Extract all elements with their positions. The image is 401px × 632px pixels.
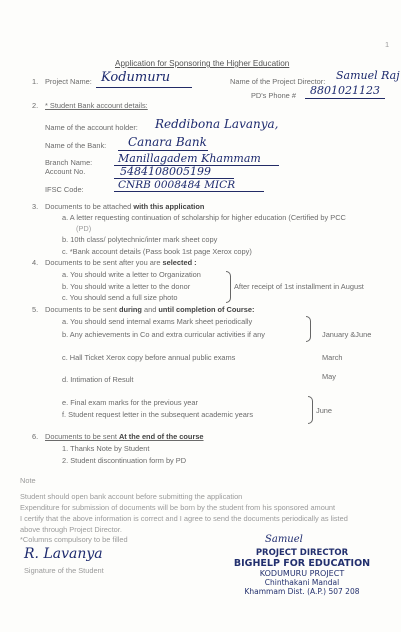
- project-name-underline: [96, 87, 192, 88]
- docs-heading: [45, 202, 204, 211]
- note-line-3: I certify that the above information is correct and I agree to send the documents periodically as listed: [20, 514, 348, 523]
- holder-value: Reddibona Lavanya,: [155, 117, 279, 131]
- item-number-4: 4.: [32, 258, 39, 267]
- docs-item-b: b. 10th class/ polytechnic/inter mark sheet copy: [62, 235, 218, 244]
- ifsc-underline: [114, 191, 264, 192]
- during-item-c-when: March: [322, 353, 343, 362]
- during-item-e: e. Final exam marks for the previous year: [62, 398, 198, 407]
- account-label: Account No.: [45, 167, 86, 176]
- item-number-1: 1.: [32, 77, 39, 86]
- sent-heading-text: Documents to be sent after you are: [45, 258, 163, 267]
- during-item-ef-when: June: [316, 406, 333, 415]
- account-value: 5484108005199: [120, 165, 211, 178]
- during-item-d-when: May: [322, 372, 336, 381]
- item-number-6: 6.: [32, 432, 39, 441]
- bank-value: Canara Bank: [128, 135, 207, 149]
- during-heading-mid: and: [141, 305, 159, 314]
- bank-label: Name of the Bank:: [45, 141, 107, 150]
- note-line-4: above through Project Director.: [20, 525, 122, 534]
- docs-item-a-cont: (PD): [76, 224, 92, 233]
- during-heading: [45, 305, 254, 314]
- phone-value: 8801021123: [310, 84, 380, 97]
- sent-heading: [45, 258, 197, 267]
- director-value: Samuel Raj: [336, 69, 400, 82]
- docs-item-a: a. A letter requesting continuation of scholarship for higher education (Certified by PCC: [62, 213, 346, 222]
- bank-underline: [118, 150, 208, 151]
- sent-heading-bold: selected :: [162, 258, 197, 267]
- item-number-2: 2.: [32, 101, 39, 110]
- branch-value: Manillagadem Khammam: [118, 152, 261, 165]
- note-line-2: Expenditure for submission of documents will be born by the student from his sponsored amount: [20, 503, 336, 512]
- stamp-line-3: KODUMURU PROJECT: [259, 569, 345, 578]
- note-label: Note: [20, 476, 36, 485]
- director-label: Name of the Project Director:: [230, 77, 326, 86]
- during-item-c: c. Hall Ticket Xerox copy before annual public exams: [62, 353, 236, 362]
- project-name-label: Project Name:: [45, 77, 92, 86]
- during-heading-bold: during: [118, 305, 142, 314]
- branch-label: Branch Name:: [45, 158, 93, 167]
- note-line-5: *Columns compulsory to be filled: [20, 535, 128, 544]
- sent-item-c: c. You should send a full size photo: [62, 293, 178, 302]
- page-number: 1: [385, 40, 390, 49]
- during-item-b: b. Any achievements in Co and extra curricular activities if any: [62, 330, 265, 339]
- stamp-line-1: PROJECT DIRECTOR: [255, 548, 349, 558]
- stamp-line-2: BIGHELP FOR EDUCATION: [233, 558, 371, 569]
- pd-signature: Samuel: [265, 534, 303, 545]
- during-item-b-when: January &June: [322, 330, 372, 339]
- during-heading-text: Documents to be sent: [45, 305, 119, 314]
- student-signature-label: Signature of the Student: [24, 566, 104, 575]
- page-title: Application for Sponsoring the Higher Education: [115, 59, 290, 68]
- stamp-line-4: Chinthakani Mandal: [264, 578, 340, 587]
- end-heading-bold: At the end of the course: [118, 432, 204, 441]
- sent-brace: [226, 271, 231, 303]
- during-heading-bold2: until completion of Course:: [158, 305, 255, 314]
- item-number-5: 5.: [32, 305, 39, 314]
- docs-item-c: c. *Bank account details (Pass book 1st page Xerox copy): [62, 247, 252, 256]
- phone-underline: [305, 98, 385, 99]
- docs-heading-bold: with this application: [133, 202, 205, 211]
- end-item-2: 2. Student discontinuation form by PD: [62, 456, 187, 465]
- project-director-stamp: [212, 548, 392, 596]
- sent-item-a: a. You should write a letter to Organization: [62, 270, 201, 279]
- note-line-1: Student should open bank account before submitting the application: [20, 492, 243, 501]
- during-brace-ef: [308, 396, 313, 424]
- during-item-a: a. You should send internal exams Mark sheet periodically: [62, 317, 253, 326]
- docs-heading-text: Documents to be attached: [45, 202, 134, 211]
- item-number-3: 3.: [32, 202, 39, 211]
- sent-item-b: b. You should write a letter to the donor: [62, 282, 191, 291]
- ifsc-label: IFSC Code:: [45, 185, 84, 194]
- during-item-d: d. Intimation of Result: [62, 375, 134, 384]
- ifsc-value: CNRB 0008484 MICR: [118, 179, 236, 191]
- holder-label: Name of the account holder:: [45, 123, 138, 132]
- project-name-value: Kodumuru: [101, 70, 171, 85]
- end-heading-text: Documents to be sent: [45, 432, 119, 441]
- bank-heading: * Student Bank account details:: [45, 101, 148, 110]
- end-item-1: 1. Thanks Note by Student: [62, 444, 150, 453]
- stamp-line-5: Khammam Dist. (A.P.) 507 208: [244, 587, 360, 596]
- sent-note: After receipt of 1st installment in August: [234, 282, 364, 291]
- end-heading: [45, 432, 204, 441]
- student-signature: R. Lavanya: [24, 546, 103, 562]
- during-brace-ab: [306, 316, 311, 342]
- phone-label: PD's Phone #: [251, 91, 296, 100]
- during-item-f: f. Student request letter in the subsequent academic years: [62, 410, 254, 419]
